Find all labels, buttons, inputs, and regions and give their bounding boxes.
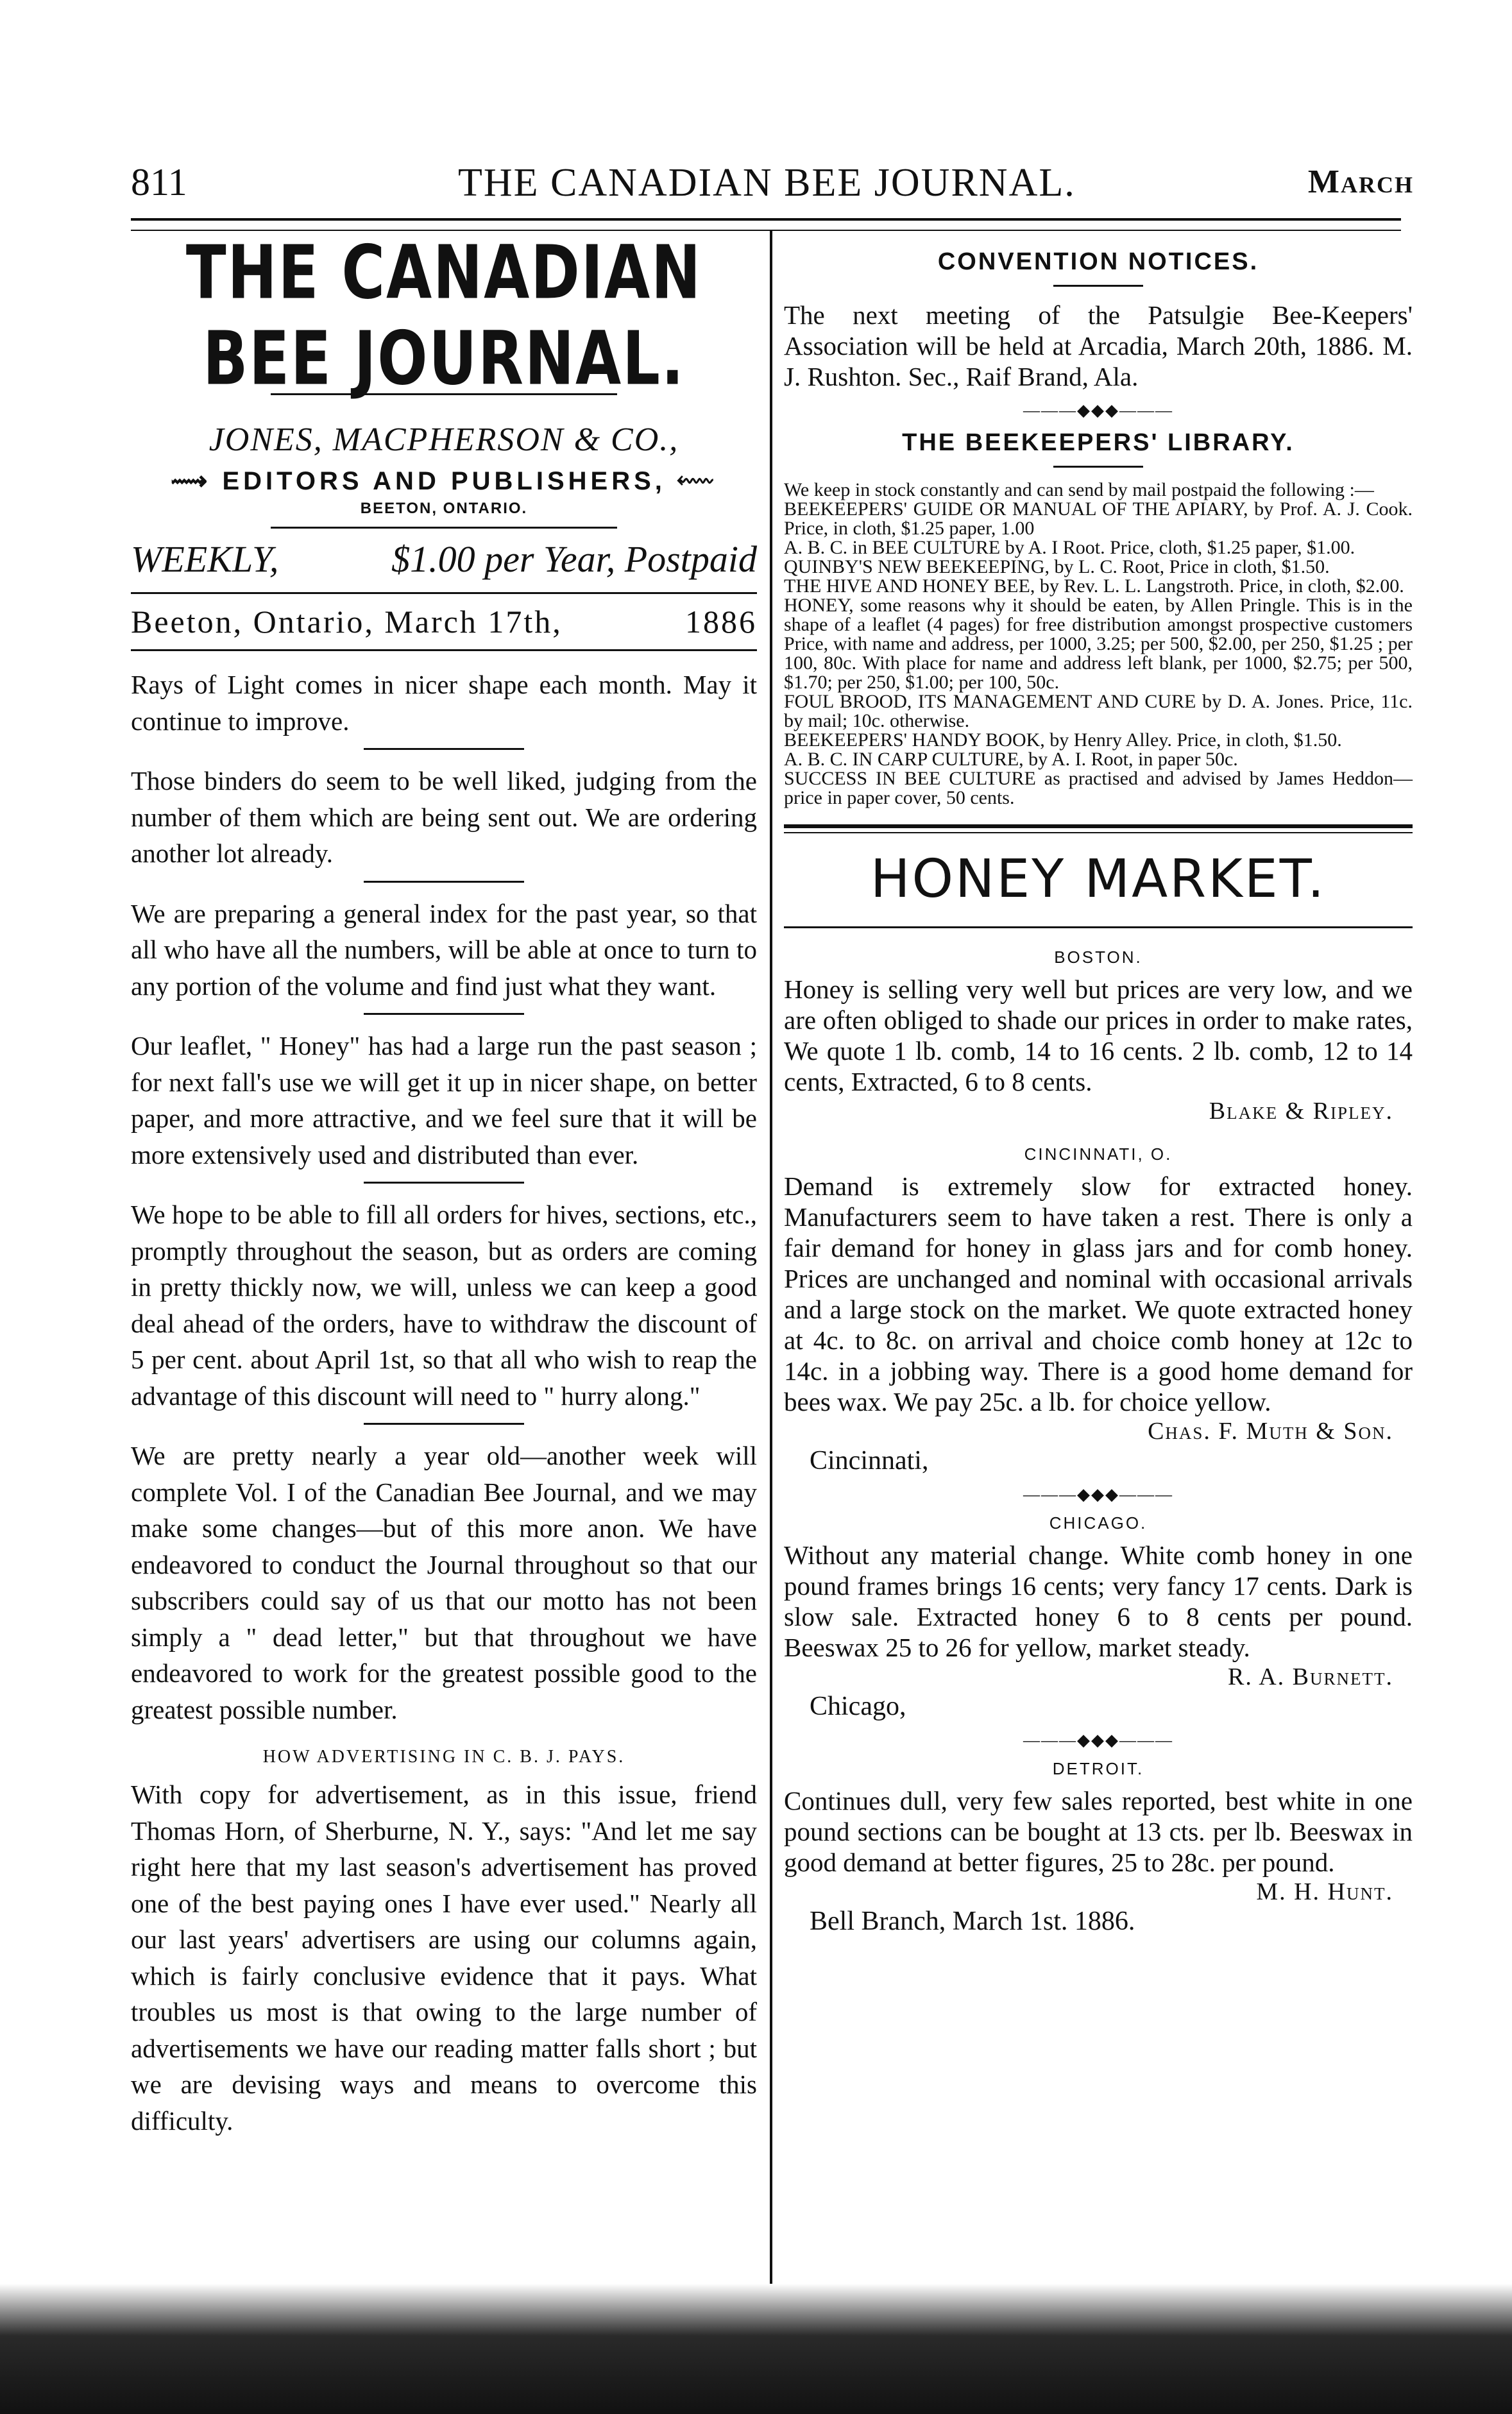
dateline-year: 1886 — [685, 604, 757, 640]
right-column — [784, 234, 1413, 1937]
place-line: BEETON, ONTARIO. — [360, 500, 528, 517]
library-item: BEEKEEPERS' GUIDE OR MANUAL OF THE APIARY, by Prof. A. J. Cook. Price, in cloth, $1.25 paper, 1.00 — [784, 498, 1413, 539]
editorial-paragraph: We hope to be able to fill all orders for hives, sections, etc., promptly throughout the season, but as orders are coming in pretty thickly now, we will, unless we can keep a good deal ahead of the orders, have to withdraw the discount of 5 per cent. about April 1st, so that all who wish to reap the advantage of this discount will need to " hurry along." — [131, 1200, 757, 1411]
library-item: FOUL BROOD, ITS MANAGEMENT AND CURE by D. A. Jones. Price, 11c. by mail; 10c. otherwise. — [784, 691, 1413, 731]
market-text: Without any material change. White comb honey in one pound frames brings 16 cents; very fancy 17 cents. Dark is slow sale. Extracted honey 6 to 8 cents per pound. Beeswax 25 to 26 for yellow, market steady. — [784, 1540, 1413, 1662]
market-signature: M. H. Hunt. — [1256, 1878, 1393, 1905]
left-ornament-icon: ⟿ — [171, 467, 223, 495]
market-report-detroit — [784, 1759, 1413, 1937]
heading-rule — [1053, 285, 1143, 287]
left-column — [131, 230, 757, 2139]
editorial-paragraph: Rays of Light comes in nicer shape each month. May it continue to improve. — [131, 670, 757, 736]
library-item: SUCCESS IN BEE CULTURE as practised and advised by James Heddon—price in paper cover, 50 cents. — [784, 768, 1413, 808]
paragraph-separator — [364, 881, 524, 883]
market-report-boston — [784, 948, 1413, 1125]
column-divider — [770, 230, 772, 2340]
right-ornament-icon: ⬳ — [665, 467, 717, 495]
page-header — [131, 160, 1414, 212]
subscription-line — [131, 538, 757, 581]
market-signature: Blake & Ripley. — [1209, 1098, 1393, 1125]
market-report-cincinnati — [784, 1144, 1413, 1476]
market-text: Honey is selling very well but prices are very low, and we are often obliged to shade our prices in order to make rates, We quote 1 lb. comb, 14 to 16 cents. 2 lb. comb, 12 to 14 cents, Extracted, 6 to 8 cents. — [784, 974, 1413, 1096]
market-city: DETROIT. — [1052, 1759, 1144, 1778]
paragraph-separator — [364, 748, 524, 750]
place-rule — [271, 527, 617, 529]
advertising-paragraph: With copy for advertisement, as in this issue, friend Thomas Horn, of Sherburne, N. Y., says: "And let me say right here that my last season's advertisement has proved one of the best paying ones I have ever used." Nearly all our last years' advertisers are using our columns again, which is fairly conclusive evidence that it pays. What troubles us most is that owing to the large number of advertisements we have our reading matter falls short ; but we are devising ways and means to overcome this difficulty. — [131, 1780, 757, 2136]
market-report-chicago — [784, 1513, 1413, 1722]
ornament-divider-icon: ———◆◆◆——— — [1023, 1485, 1173, 1504]
market-place: Cincinnati, — [810, 1446, 929, 1475]
weekly-label: WEEKLY, — [131, 538, 279, 580]
market-text: Continues dull, very few sales reported, best white in one pound sections can be bought at 13 cts. per lb. Beeswax in good demand at better figures, 25 to 28c. per pound. — [784, 1786, 1413, 1877]
editors-label: EDITORS AND PUBLISHERS, — [222, 467, 666, 495]
market-city: BOSTON. — [1054, 948, 1142, 967]
heading-rule — [1053, 466, 1143, 468]
paragraph-separator — [364, 1182, 524, 1184]
library-intro: We keep in stock constantly and can send by mail postpaid the following :— — [784, 479, 1374, 500]
header-rule — [131, 218, 1401, 231]
market-signature: Chas. F. Muth & Son. — [1148, 1418, 1393, 1445]
library-item: QUINBY'S NEW BEEKEEPING, by L. C. Root, Price in cloth, $1.50. — [784, 556, 1330, 577]
editorial-paragraph: Those binders do seem to be well liked, judging from the number of them which are being sent out. We are ordering another lot already. — [131, 766, 757, 868]
market-city: CINCINNATI, O. — [1024, 1144, 1173, 1164]
market-signature: R. A. Burnett. — [1227, 1663, 1393, 1690]
library-item: THE HIVE AND HONEY BEE, by Rev. L. L. Langstroth. Price, in cloth, $2.00. — [784, 575, 1404, 597]
section-rule — [784, 824, 1413, 833]
editors-line — [131, 466, 757, 496]
library-heading: THE BEEKEEPERS' LIBRARY. — [902, 429, 1295, 456]
library-item: A. B. C. in BEE CULTURE by A. I Root. Price, cloth, $1.25 paper, $1.00. — [784, 537, 1355, 558]
publisher-line: JONES, MACPHERSON & CO., — [208, 421, 679, 458]
paragraph-separator — [364, 1423, 524, 1425]
page-binding-shadow — [0, 2284, 1512, 2414]
honey-market-title: HONEY MARKET. — [870, 849, 1327, 910]
market-rule — [784, 926, 1413, 928]
convention-text: The next meeting of the Patsulgie Bee-Keepers' Association will be held at Arcadia, March 20th, 1886. M. J. Rushton. Sec., Raif Brand, Ala. — [784, 300, 1413, 391]
running-title: THE CANADIAN BEE JOURNAL. — [458, 161, 1076, 205]
paragraph-separator — [364, 1013, 524, 1015]
editorial-paragraph: Our leaflet, " Honey" has had a large run the past season ; for next fall's use we will get it up in nicer shape, on better paper, and more attractive, and we feel sure that it will be more extensively used and distributed than ever. — [131, 1031, 757, 1169]
editorial-paragraph: We are preparing a general index for the past year, so that all who have all the numbers, will be able at once to turn to any portion of the volume and find just what they want. — [131, 898, 757, 1001]
ornament-divider-icon: ———◆◆◆——— — [1023, 1731, 1173, 1749]
page-number: 811 — [131, 161, 187, 203]
market-place: Chicago, — [810, 1692, 906, 1721]
editorial-paragraph: We are pretty nearly a year old—another week will complete Vol. I of the Canadian Bee Journal, and we may make some changes—but of this more anon. We have endeavored to conduct the Journal throughout so that our subscribers could say of us that our motto has not been simply a " dead letter," but that throughout we have endeavored to work for the greatest possible good to the greatest possible number. — [131, 1441, 757, 1724]
market-place: Bell Branch, March 1st. 1886. — [810, 1907, 1135, 1936]
dateline-text: Beeton, Ontario, March 17th, — [131, 604, 563, 640]
market-text: Demand is extremely slow for extracted honey. Manufacturers seem to have taken a rest. There is only a fair demand for honey in glass jars and for comb honey. Prices are unchanged and nominal with occasional arrivals and a large stock on the market. We quote extracted honey at 4c. to 8c. on arrival and choice comb honey at 12c to 14c. in a jobbing way. There is a good home demand for bees wax. We pay 25c. a lb. for choice yellow. — [784, 1171, 1413, 1416]
library-item: BEEKEEPERS' HANDY BOOK, by Henry Alley. Price, in cloth, $1.50. — [784, 729, 1342, 751]
month-label: March — [1307, 164, 1414, 200]
library-item: A. B. C. IN CARP CULTURE, by A. I. Root, in paper 50c. — [784, 749, 1238, 770]
advertising-heading: HOW ADVERTISING IN C. B. J. PAYS. — [262, 1747, 625, 1767]
ornament-divider-icon: ———◆◆◆——— — [1023, 401, 1173, 420]
market-city: CHICAGO. — [1049, 1513, 1148, 1533]
library-item: HONEY, some reasons why it should be eaten, by Allen Pringle. This is in the shape of a leaflet (4 pages) for free distribution amongst prospective customers Price, with name and address, per 1000, 3.25; per 500, $2.00, per 250, $1.25 ; per 100, 80c. With place for name and address left blank, per 1000, $2.75; per 500, $1.70; per 250, $1.00; per 100, 50c. — [784, 595, 1413, 693]
subscription-price: $1.00 per Year, Postpaid — [391, 538, 757, 580]
masthead: THE CANADIAN BEE JOURNAL. — [185, 230, 702, 402]
convention-heading: CONVENTION NOTICES. — [937, 248, 1259, 275]
issue-dateline — [131, 592, 757, 651]
